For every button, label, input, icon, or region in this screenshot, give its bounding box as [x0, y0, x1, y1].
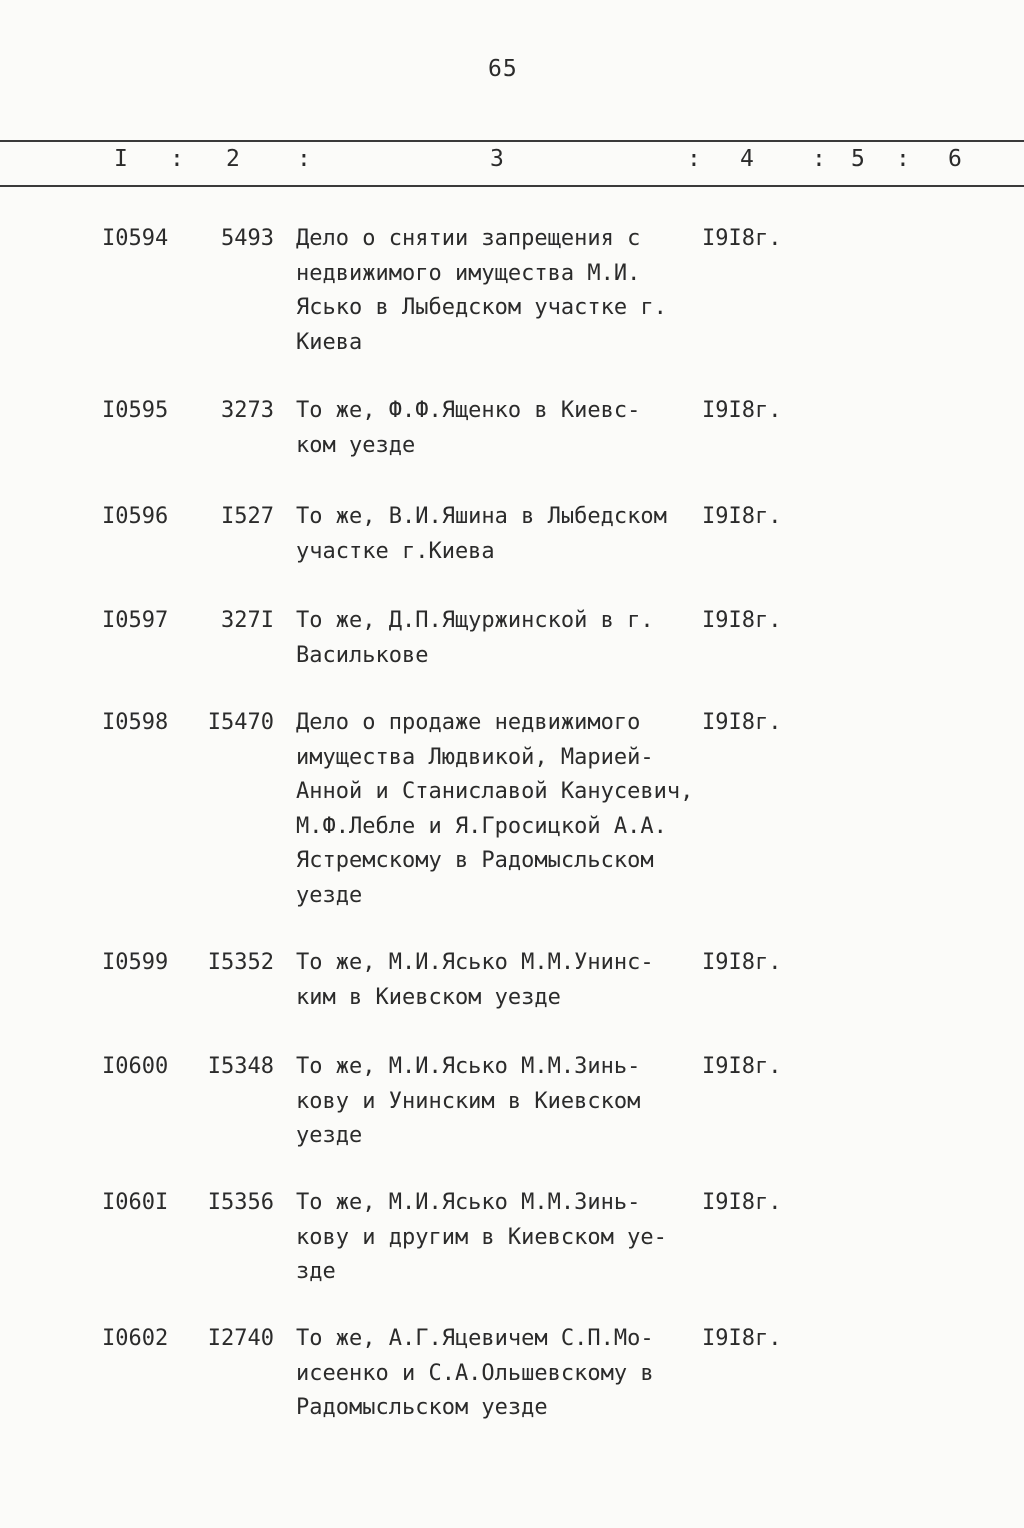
page-number: 65 — [488, 56, 518, 82]
file-title-line: уезде — [296, 1123, 363, 1148]
file-year: I9I8г. — [702, 398, 782, 423]
file-title-line: ком уезде — [296, 432, 416, 458]
file-title — [296, 500, 706, 569]
file-title-line: Анной и Станиславой Канусевич, — [296, 779, 694, 804]
file-title-line: исеенко и С.А.Ольшевскому в — [296, 1360, 654, 1386]
file-year: I9I8г. — [702, 1190, 782, 1215]
file-title — [296, 394, 706, 463]
column-separator: : — [687, 146, 701, 172]
file-year: I9I8г. — [702, 1326, 782, 1351]
item-number: I0596 — [102, 504, 169, 529]
file-year: I9I8г. — [702, 1054, 782, 1079]
column-separator: : — [170, 146, 184, 172]
file-title-line: То же, Ф.Ф.Ященко в Киевс- — [296, 398, 641, 423]
file-title-line: То же, Д.П.Ящуржинской в г. — [296, 608, 654, 633]
column-header-4: 4 — [740, 146, 754, 172]
file-number: 3273 — [221, 398, 274, 423]
file-title-line: кову и Унинским в Киевском — [296, 1088, 641, 1114]
file-title-line: Радомысльском уезде — [296, 1395, 548, 1420]
column-separator: : — [297, 146, 311, 172]
file-title-line: участке г.Киева — [296, 538, 495, 564]
file-title-line: То же, А.Г.Яцевичем С.П.Мо- — [296, 1326, 654, 1351]
file-title-line: То же, М.И.Ясько М.М.Зинь- — [296, 1190, 641, 1215]
file-title-line: ким в Киевском уезде — [296, 984, 561, 1010]
file-title-line: Дело о продаже недвижимого — [296, 710, 641, 735]
file-title — [296, 1186, 706, 1290]
file-title-line: Ясько в Лыбедском участке г. — [296, 295, 667, 320]
item-number: I0597 — [102, 608, 169, 633]
file-number: I5352 — [207, 950, 274, 975]
column-header-1: I — [114, 146, 128, 172]
column-header-2: 2 — [226, 146, 240, 172]
column-separator: : — [812, 146, 826, 172]
file-title-line: кову и другим в Киевском уе- — [296, 1224, 667, 1250]
file-number: I5348 — [207, 1054, 274, 1079]
file-number: 327I — [221, 608, 274, 633]
file-number: I2740 — [207, 1326, 274, 1351]
table-header-rule — [0, 185, 1024, 187]
file-number: I5470 — [207, 710, 274, 735]
file-title — [296, 1050, 706, 1154]
file-number: I527 — [221, 504, 274, 529]
file-title — [296, 946, 706, 1015]
file-title-line: Ястремскому в Радомысльском — [296, 848, 654, 873]
item-number: I0594 — [102, 226, 169, 251]
file-title-line: уезде — [296, 882, 363, 908]
file-title-line: То же, В.И.Яшина в Лыбедском — [296, 504, 667, 529]
column-header-3: 3 — [490, 146, 504, 172]
file-year: I9I8г. — [702, 226, 782, 251]
item-number: I0600 — [102, 1054, 169, 1079]
file-title — [296, 1322, 706, 1426]
file-title-line: Василькове — [296, 642, 429, 668]
item-number: I0602 — [102, 1326, 169, 1351]
file-title-line: зде — [296, 1259, 336, 1284]
item-number: I0599 — [102, 950, 169, 975]
table-top-rule — [0, 140, 1024, 142]
item-number: I0595 — [102, 398, 169, 423]
file-title-line: Дело о снятии запрещения с — [296, 226, 641, 251]
file-title-line: То же, М.И.Ясько М.М.Унинс- — [296, 950, 654, 975]
column-header-6: 6 — [948, 146, 962, 172]
column-header-5: 5 — [851, 146, 865, 172]
file-year: I9I8г. — [702, 608, 782, 633]
file-number: 5493 — [221, 226, 274, 251]
file-title-line: Киева — [296, 329, 363, 355]
file-title — [296, 604, 706, 673]
column-separator: : — [896, 146, 910, 172]
item-number: I060I — [102, 1190, 169, 1215]
file-year: I9I8г. — [702, 950, 782, 975]
item-number: I0598 — [102, 710, 169, 735]
file-title-line: недвижимого имущества М.И. — [296, 260, 641, 286]
file-title — [296, 706, 706, 913]
file-year: I9I8г. — [702, 710, 782, 735]
file-title-line: имущества Людвикой, Марией- — [296, 744, 654, 770]
file-title-line: М.Ф.Лебле и Я.Гросицкой А.А. — [296, 813, 667, 839]
file-title-line: То же, М.И.Ясько М.М.Зинь- — [296, 1054, 641, 1079]
file-year: I9I8г. — [702, 504, 782, 529]
file-title — [296, 222, 706, 360]
file-number: I5356 — [207, 1190, 274, 1215]
